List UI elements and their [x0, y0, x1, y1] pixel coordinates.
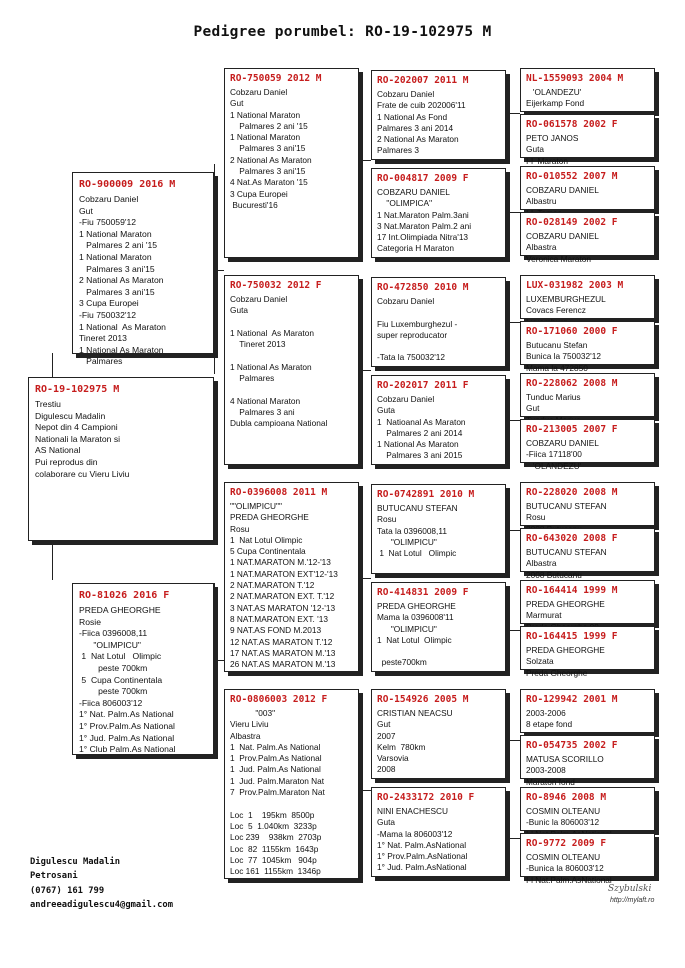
ring-number: RO-228020 2008 M [526, 487, 618, 498]
pigeon-details: PREDA GHEORGHE Rosie -Fiica 0396008,11 "OLIMPICU" 1 Nat Lotul Olimpic peste 700km 5 Cupa Continentala peste 700km -Fiica 806003'12 1° Nat. Palm.As National 1° Prov.Palm.As National 1° Jud. Palm.As National 1° Club Palm.As National [79, 605, 176, 755]
ring-number: RO-472850 2010 M [377, 282, 469, 293]
ring-number: RO-154926 2005 M [377, 694, 469, 705]
subject-card [28, 377, 214, 541]
ring-number: RO-129942 2001 M [526, 694, 618, 705]
ancestor-card [520, 735, 655, 787]
pigeon-details: Cobzaru Daniel Gut 1 National Maraton Palmares 2 ani '15 1 National Maraton Palmares 3 ani'15 2 National As Maraton Palmares 3 ani'15 4 Nat.As Maraton '15 3 Cupa Europei Bucuresti'16 [230, 87, 312, 210]
pigeon-details: Butucanu Stefan Bunica la 750032'12 Mama la 472850 [526, 340, 601, 373]
pigeon-details: PREDA GHEORGHE Mama la 0396008'11 "OLIMPICU" 1 Nat Lotul Olimpic peste700km [377, 601, 456, 668]
grandparent-card [224, 275, 359, 465]
ring-number: RO-202007 2011 M [377, 75, 469, 86]
ancestor-card [520, 373, 655, 417]
pigeon-details: ""OLIMPICU"" PREDA GHEORGHE Rosu 1 Nat Lotul Olimpic 5 Cupa Continentala 1 NAT.MARATON M.'12-'13 1 NAT.MARATON EXT'12-'13 2 NAT.MARATON T.'12 2 NAT.MARATON EXT. T.'12 3 NAT.AS MARATON '12-'13 8 NAT.MARATON EXT. '13 9 NAT.AS FOND M.2013 12 NAT.AS MARATON T.'12 17 NAT.AS MARATON M.'13 26 NAT.AS MARATON M.'13 [230, 501, 338, 670]
ancestor-card [520, 833, 655, 885]
pigeon-details: COSMIN OLTEANU -Bunica la 806003'12 I-l Nat.Palm.AsNational [526, 852, 612, 885]
ring-number: RO-228062 2008 M [526, 378, 618, 389]
ring-number: RO-2433172 2010 F [377, 792, 475, 803]
ring-number: RO-81026 2016 F [79, 590, 170, 601]
connector-line [359, 160, 371, 161]
pigeon-details: PETO JANOS Guta I-l Maraton [526, 133, 579, 166]
connector-line [506, 740, 520, 741]
ring-number: RO-061578 2002 F [526, 119, 618, 130]
owner-name: Digulescu Madalin [30, 857, 121, 867]
connector-line [506, 530, 520, 531]
ancestor-card [520, 275, 655, 319]
ring-number: RO-9772 2009 F [526, 838, 607, 849]
ring-number: RO-054735 2002 F [526, 740, 618, 751]
pigeon-details: Tunduc Marius Gut [526, 392, 581, 414]
grandparent-card [224, 68, 359, 258]
owner-city: Petrosani [30, 871, 78, 882]
grandparent-card [224, 689, 359, 879]
ancestor-card [520, 528, 655, 580]
connector-line [52, 353, 53, 377]
pigeon-details: PREDA GHEORGHE Solzata Preda Gheorghe [526, 645, 605, 678]
pigeon-details: Trestiu Digulescu Madalin Nepot din 4 Campioni Nationali la Maraton si AS National Pui reprodus din colaborare cu Vieru Liviu [35, 399, 130, 479]
ancestor-card [520, 321, 655, 373]
pigeon-details: PREDA GHEORGHE Marmurat [526, 599, 605, 621]
connector-line [506, 113, 520, 114]
ring-number: RO-19-102975 M [35, 384, 120, 395]
owner-contact [30, 855, 173, 913]
connector-line [506, 838, 520, 839]
connector-line [214, 270, 224, 271]
pigeon-details: Cobzaru Daniel Frate de cuib 202006'11 1 National As Fond Palmares 3 ani 2014 2 National As Maraton Palmares 3 [377, 89, 466, 156]
pigeon-details: Cobzaru Daniel Guta 1 National As Maraton Tineret 2013 1 National As Maraton Palmares 4 National Maraton Palmares 3 ani Dubla campioana National [230, 294, 328, 429]
great-grandparent-card [371, 484, 506, 574]
ancestor-card [520, 68, 655, 112]
ancestor-card [520, 580, 655, 624]
ring-number: RO-900009 2016 M [79, 179, 176, 190]
father-card [72, 172, 214, 367]
ring-number: RO-414831 2009 F [377, 587, 469, 598]
ancestor-card [520, 787, 655, 831]
connector-line [214, 660, 224, 661]
ancestor-card [520, 114, 655, 166]
ring-number: RO-0742891 2010 M [377, 489, 475, 500]
mother-card [72, 583, 214, 755]
ring-number: RO-164415 1999 F [526, 631, 618, 642]
connector-line [506, 420, 520, 421]
ring-number: RO-202017 2011 F [377, 380, 469, 391]
signature: Szybulski [608, 884, 652, 894]
ancestor-card [520, 482, 655, 526]
pigeon-details: Cobzaru Daniel Guta 1 Natioanal As Maraton Palmares 2 ani 2014 1 National As Maraton Palmares 3 ani 2015 [377, 394, 466, 461]
ring-number: LUX-031982 2003 M [526, 280, 624, 291]
ring-number: RO-643020 2008 F [526, 533, 618, 544]
pigeon-details: CRISTIAN NEACSU Gut 2007 Kelm 780km Varsovia 2008 [377, 708, 453, 775]
pigeon-details: Cobzaru Daniel Fiu Luxemburghezul - super reproducator -Tata la 750032'12 [377, 296, 458, 363]
pigeon-details: COBZARU DANIEL Albastru [526, 185, 599, 207]
ancestor-card [520, 212, 655, 264]
owner-email[interactable]: andreeadigulescu4@gmail.com [30, 900, 173, 911]
ancestor-card [520, 626, 655, 678]
ring-number: RO-028149 2002 F [526, 217, 618, 228]
pigeon-details: "003" Vieru Liviu Albastra 1 Nat. Palm.As National 1 Prov.Palm.As National 1 Jud. Palm.As National 1 Jud. Palm.Maraton Nat 7 Prov.Palm.Maraton Nat Loc 1 195km 8500p Loc 5 1.040km 3233p Loc 239 938km 2703p Loc 82 1155km 1643p Loc 77 1045km 904p Loc 161 1155km 1346p [230, 708, 325, 877]
pigeon-details: BUTUCANU STEFAN Rosu [526, 501, 607, 523]
great-grandparent-card [371, 787, 506, 877]
connector-line [359, 370, 371, 371]
connector-line [52, 540, 53, 580]
ring-number: RO-213005 2007 F [526, 424, 618, 435]
connector-line [214, 164, 215, 374]
pigeon-details: COBZARU DANIEL ''OLIMPICA'' 1 Nat.Maraton Palm.3ani 3 Nat.Maraton Palm.2 ani 17 Int.Olimpiada Nitra'13 Categoria H Maraton [377, 187, 472, 254]
great-grandparent-card [371, 277, 506, 367]
connector-line [506, 322, 520, 323]
ring-number: RO-0806003 2012 F [230, 694, 328, 705]
ring-number: NL-1559093 2004 M [526, 73, 624, 84]
connector-line [359, 790, 371, 791]
ancestor-card [520, 689, 655, 733]
grandparent-card [224, 482, 359, 672]
ring-number: RO-750059 2012 M [230, 73, 322, 84]
ancestor-card [520, 166, 655, 210]
pigeon-details: NINI ENACHESCU Guta -Mama la 806003'12 1° Nat. Palm.AsNational 1° Prov.Palm.AsNational 1° Jud. Palm.AsNational [377, 806, 468, 873]
great-grandparent-card [371, 689, 506, 779]
ring-number: RO-010552 2007 M [526, 171, 618, 182]
ring-number: RO-164414 1999 M [526, 585, 618, 596]
great-grandparent-card [371, 582, 506, 672]
pigeon-details: COSMIN OLTEANU -Bunic la 806003'12 [526, 806, 601, 828]
ancestor-card [520, 419, 655, 471]
pigeon-details: Cobzaru Daniel Gut -Fiu 750059'12 1 National Maraton Palmares 2 ani '15 1 National Maraton Palmares 3 ani'15 2 National As Maraton Palmares 3 ani'15 3 Cupa Europei -Fiu 750032'12 1 National As Maraton Tineret 2013 1 National As Maraton Palmares [79, 194, 166, 367]
ring-number: RO-0396008 2011 M [230, 487, 328, 498]
pigeon-details: COBZARU DANIEL Albastra Veronica Maraton [526, 231, 599, 264]
connector-line [359, 578, 371, 579]
pigeon-details: 2003-2006 8 etape fond [526, 708, 573, 730]
pigeon-details: LUXEMBURGHEZUL Covacs Ferencz [526, 294, 606, 316]
pigeon-details: BUTUCANU STEFAN Albastra 2008 Butucanu [526, 547, 607, 580]
ring-number: RO-171060 2000 F [526, 326, 618, 337]
connector-line [506, 630, 520, 631]
ring-number: RO-004817 2009 F [377, 173, 469, 184]
ring-number: RO-750032 2012 F [230, 280, 322, 291]
great-grandparent-card [371, 70, 506, 160]
ring-number: RO-8946 2008 M [526, 792, 607, 803]
connector-line [506, 212, 520, 213]
signature-url[interactable]: http://mylaft.ro [610, 897, 655, 904]
great-grandparent-card [371, 375, 506, 465]
pigeon-details: COBZARU DANIEL -Fiica 17118'00 'OLANDEZU' [526, 438, 599, 471]
pigeon-details: BUTUCANU STEFAN Rosu Tata la 0396008,11 "OLIMPICU" 1 Nat Lotul Olimpic [377, 503, 458, 559]
page-title: Pedigree porumbel: RO-19-102975 M [193, 24, 492, 40]
pigeon-details: 'OLANDEZU' Eijerkamp Fond [526, 87, 585, 109]
great-grandparent-card [371, 168, 506, 258]
owner-phone: (0767) 161 799 [30, 885, 105, 896]
connector-line [214, 583, 215, 751]
pigeon-details: MATUSA SCORILLO 2003-2008 Maraton fond [526, 754, 604, 787]
